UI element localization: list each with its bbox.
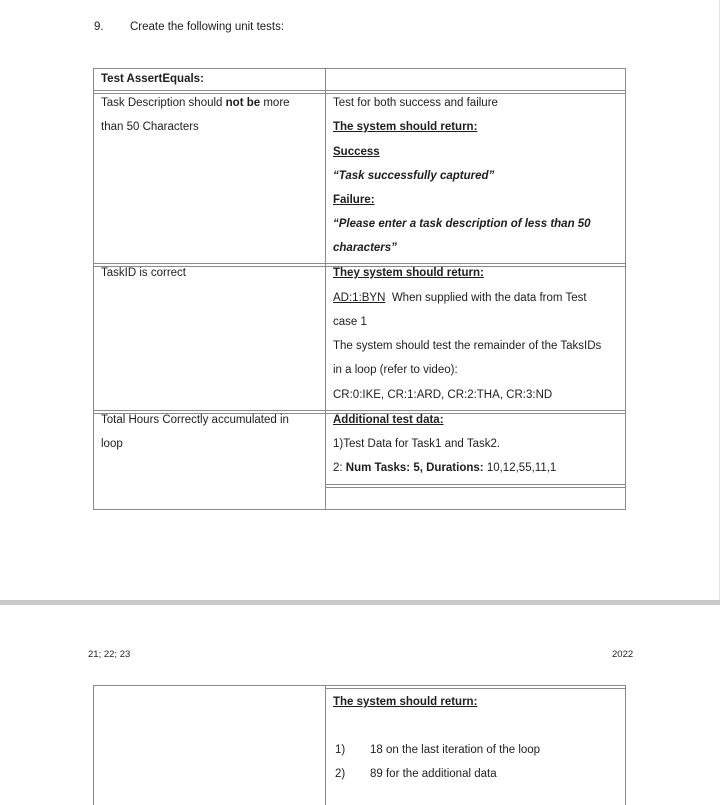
row-divider <box>93 410 626 411</box>
table-border-left <box>93 685 94 805</box>
unit-test-table <box>93 68 626 510</box>
table-border-right <box>625 685 626 805</box>
text-fragment: 10,12,55,11,1 <box>483 462 557 474</box>
question-number: 9. <box>94 21 104 33</box>
table-border-bottom <box>93 509 626 510</box>
success-label: Success <box>333 146 380 158</box>
row-divider <box>93 90 626 91</box>
text-fragment: When supplied with the data from Test <box>391 292 587 304</box>
failure-label: Failure: <box>333 194 375 206</box>
failure-message: “Please enter a task description of less than 50 <box>333 218 591 230</box>
emphasis-text: Num Tasks: 5, Durations: <box>345 462 484 474</box>
row-divider <box>325 487 626 488</box>
additional-data-1: 1)Test Data for Task1 and Task2. <box>333 438 501 450</box>
result-item-number: 1) <box>335 744 346 756</box>
table-border-top <box>93 685 626 686</box>
failure-message-line2: characters” <box>333 242 397 254</box>
row-divider <box>93 93 626 94</box>
result-item-text: 18 on the last iteration of the loop <box>370 744 541 756</box>
table-border-top <box>93 68 626 69</box>
table-border-left <box>93 68 94 510</box>
row2-left-text: TaskID is correct <box>101 267 186 279</box>
table-column-divider <box>325 685 326 805</box>
task-id-code: AD:1:BYN <box>333 292 386 304</box>
row2-should-return: They system should return: <box>333 267 484 279</box>
continuation-table <box>93 685 626 805</box>
text-fragment: more <box>260 97 290 109</box>
row1-should-return: The system should return: <box>333 121 478 133</box>
row-divider <box>93 263 626 264</box>
table-header: Test AssertEquals: <box>101 73 204 85</box>
row2-remainder: The system should test the remainder of the TaksIDs <box>333 340 602 352</box>
row3-left-text: Total Hours Correctly accumulated in <box>101 414 289 426</box>
result-item-number: 2) <box>335 768 346 780</box>
row2-id-line <box>333 291 587 305</box>
footer-right: 2022 <box>612 649 634 660</box>
footer-left: 21; 22; 23 <box>88 649 131 660</box>
text-fragment: Task Description should <box>101 97 226 109</box>
text-fragment: 2: <box>333 462 346 474</box>
row1-left-text <box>101 96 290 110</box>
row3-left-text-line2: loop <box>101 438 123 450</box>
row1-left-text-line2: than 50 Characters <box>101 121 199 133</box>
table-border-right <box>625 68 626 510</box>
success-message: “Task successfully captured” <box>333 170 495 182</box>
continuation-should-return: The system should return: <box>333 696 478 708</box>
row1-intro: Test for both success and failure <box>333 97 498 109</box>
row2-case: case 1 <box>333 316 367 328</box>
table-border-top-inner <box>325 688 626 689</box>
additional-test-data-label: Additional test data: <box>333 414 444 426</box>
result-item-text: 89 for the additional data <box>370 768 497 780</box>
question-title: Create the following unit tests: <box>130 21 285 33</box>
table-column-divider <box>325 68 326 510</box>
row-divider <box>325 484 626 485</box>
row2-task-ids: CR:0:IKE, CR:1:ARD, CR:2:THA, CR:3:ND <box>333 389 553 401</box>
row2-remainder-line2: in a loop (refer to video): <box>333 364 458 376</box>
emphasis-text: not be <box>225 97 261 109</box>
document-page-2 <box>0 605 720 804</box>
additional-data-2 <box>333 461 556 475</box>
